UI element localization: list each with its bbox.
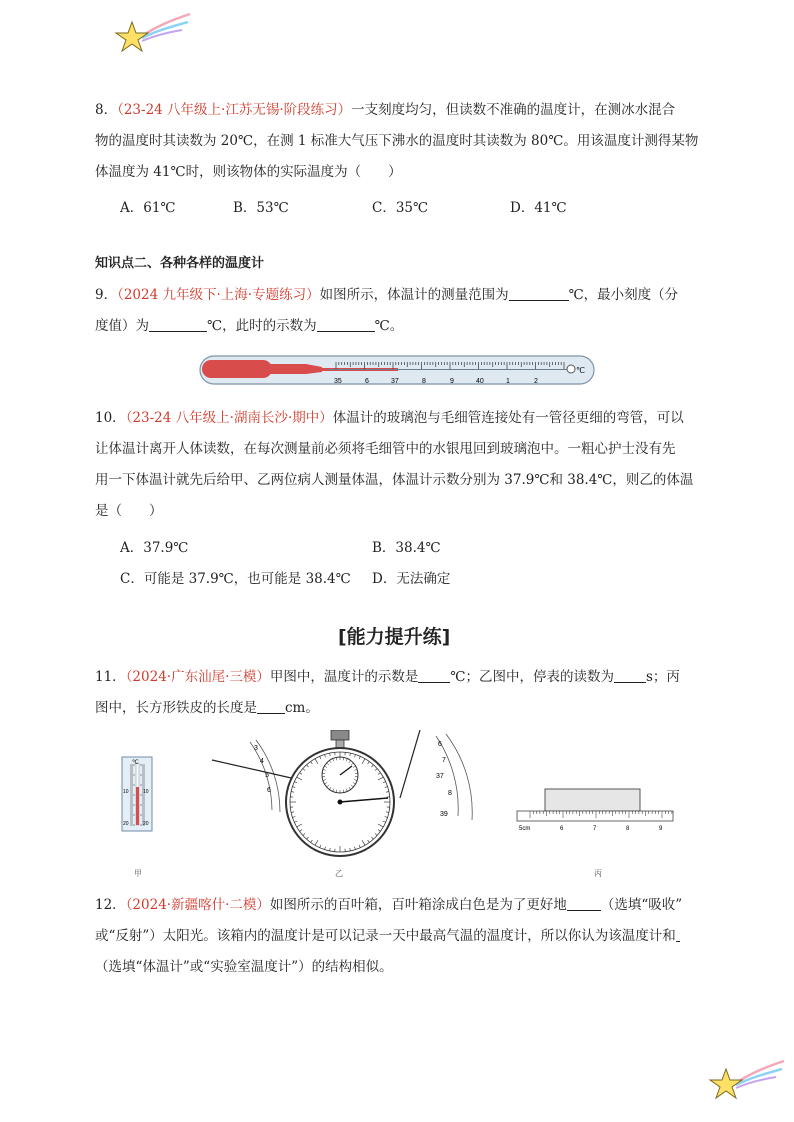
question-8 (95, 95, 705, 188)
question-8-line1 (95, 95, 705, 126)
shooting-star-icon (706, 1055, 786, 1105)
thermo-unit: ℃ (576, 366, 585, 375)
protractor-label: 3 (254, 745, 258, 752)
ruler-label: 9 (659, 826, 663, 832)
thermo-label: 10 (123, 789, 129, 795)
option-a: A．61℃ (120, 200, 176, 216)
question-text: s；丙 (646, 669, 680, 685)
question-text: 让体温计离开人体读数，在每次测量前必须将毛细管中的水银甩回到玻璃泡中。一粗心护士没有先 (95, 441, 676, 457)
question-12 (95, 890, 705, 983)
ruler-label: 6 (560, 826, 564, 832)
question-text: 如图所示的百叶箱，百叶箱涂成白色是为了更好地 (269, 897, 567, 913)
section-heading: [能力提升练] (338, 626, 451, 648)
stopwatch-figure (210, 730, 490, 860)
question-source: （2024·广东汕尾·三模） (125, 669, 270, 685)
question-text: 是（ ） (95, 503, 163, 519)
question-text: 一支刻度均匀，但读数不准确的温度计，在测冰水混合 (351, 102, 676, 118)
option-b: B．53℃ (233, 200, 289, 216)
question-source: （23-24 八年级上·湖南长沙·期中） (125, 410, 333, 426)
question-text: 甲图中，温度计的示数是 (269, 669, 419, 685)
question-text: 用一下体温计就先后给甲、乙两位病人测量体温，体温计示数分别为 37.9℃和 38.4℃，则乙的体温 (95, 472, 694, 488)
ruler-label: 5cm (519, 826, 531, 832)
answer-blank (149, 316, 207, 332)
answer-blank (418, 667, 450, 683)
answer-blank (257, 698, 285, 714)
option-b: B．38.4℃ (372, 540, 441, 556)
question-text: ℃，此时的示数为 (207, 318, 317, 334)
ruler-figure (515, 785, 675, 835)
protractor-label: 5 (265, 772, 269, 779)
thermo-label: 35 (334, 378, 342, 385)
thermo-unit: ℃ (132, 760, 139, 766)
figure-caption: 丙 (594, 869, 602, 878)
lab-thermometer-figure (118, 755, 158, 833)
thermo-label: 20 (143, 821, 149, 827)
answer-blank (614, 667, 646, 683)
question-source: （2024 九年级下·上海·专题练习） (117, 287, 320, 303)
thermo-label: 37 (391, 378, 399, 385)
thermo-label: 1 (506, 378, 510, 385)
thermo-label: 9 (450, 378, 454, 385)
answer-blank (676, 926, 680, 942)
question-text: ℃，最小刻度（分 (568, 287, 679, 303)
thermo-label: 40 (476, 378, 484, 385)
question-8-line2: 物的温度时其读数为 20℃，在测 1 标准大气压下沸水的温度时其读数为 80℃。用该温度计测得某物 (95, 133, 699, 149)
thermo-label: 10 (143, 789, 149, 795)
figure-caption: 乙 (335, 869, 343, 878)
protractor-label: 39 (440, 811, 448, 818)
question-text: 体温计的玻璃泡与毛细管连接处有一管径更细的弯管，可以 (332, 410, 684, 426)
option-d: D．无法确定 (372, 571, 451, 587)
question-9 (95, 280, 705, 342)
answer-blank (317, 316, 375, 332)
question-8-line3: 体温度为 41℃时，则该物体的实际温度为（ ） (95, 164, 402, 180)
protractor-label: 37 (436, 773, 444, 780)
answer-blank (567, 895, 601, 911)
shooting-star-icon (112, 8, 192, 58)
protractor-label: 6 (267, 787, 271, 794)
ruler-label: 7 (593, 826, 597, 832)
answer-blank (509, 285, 569, 301)
question-text: 或“反射”）太阳光。该箱内的温度计是可以记录一天中最高气温的温度计，所以你认为该温度计和 (95, 928, 676, 944)
question-number: 11． (95, 669, 126, 685)
question-11 (95, 662, 705, 724)
thermo-label: 20 (123, 821, 129, 827)
thermo-label: 8 (422, 378, 426, 385)
thermo-label: 2 (534, 378, 538, 385)
question-text: ℃。 (374, 318, 404, 334)
question-number: 10． (95, 410, 126, 426)
question-text: cm。 (285, 700, 319, 716)
question-10 (95, 403, 705, 527)
ruler-label: 8 (626, 826, 630, 832)
figure-caption: 甲 (134, 869, 142, 878)
question-number: 9． (95, 287, 118, 303)
question-source: （2024·新疆喀什·二模） (125, 897, 270, 913)
protractor-label: 7 (442, 757, 446, 764)
clinical-thermometer-figure (198, 352, 598, 390)
option-d: D．41℃ (510, 200, 567, 216)
option-a: A．37.9℃ (120, 540, 189, 556)
question-text: 度值）为 (95, 318, 149, 334)
question-number: 8． (95, 102, 118, 118)
section-title: 知识点二、各种各样的温度计 (95, 256, 265, 271)
option-c: C．35℃ (372, 200, 429, 216)
protractor-label: 4 (260, 758, 264, 765)
question-number: 12． (95, 897, 126, 913)
option-c: C．可能是 37.9℃，也可能是 38.4℃ (120, 571, 351, 587)
question-source: （23-24 八年级上·江苏无锡·阶段练习） (117, 102, 352, 118)
protractor-label: 6 (438, 741, 442, 748)
question-text: 如图所示，体温计的测量范围为 (319, 287, 509, 303)
thermo-label: 6 (365, 378, 369, 385)
question-text: （选填“体温计”或“实验室温度计”）的结构相似。 (95, 959, 393, 975)
question-text: （选填“吸收” (600, 897, 683, 913)
question-text: ℃；乙图中，停表的读数为 (450, 669, 614, 685)
question-text: 图中，长方形铁皮的长度是 (95, 700, 257, 716)
protractor-label: 8 (448, 790, 452, 797)
